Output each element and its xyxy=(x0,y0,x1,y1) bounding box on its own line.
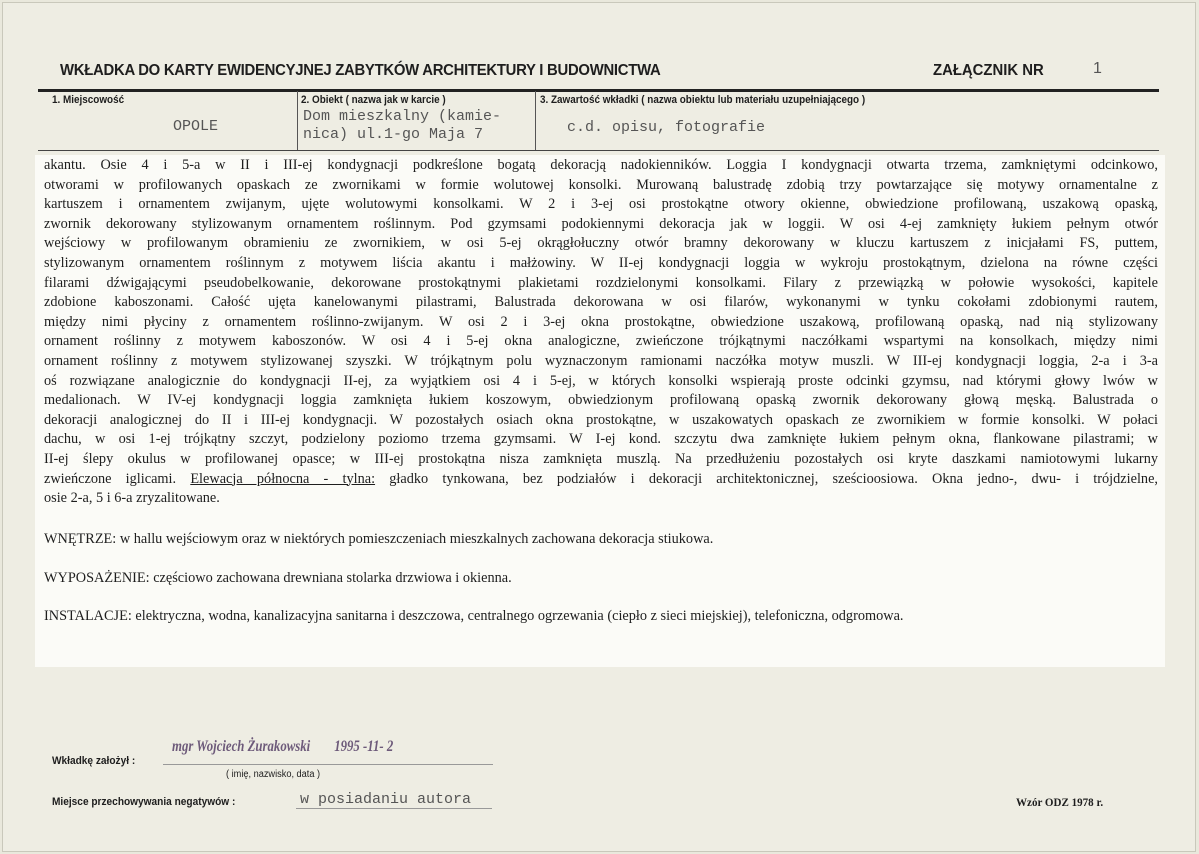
text-line: zwornik dekorowany stylizowanym ornamentem roślinnym. Pod gzymsami podokiennymi dekoracja jak w loggii. W osi 4-ej zamknięty łukiem pełnym otwór xyxy=(44,215,1158,232)
north-elevation-heading: Elewacja północna - tylna: xyxy=(190,470,376,487)
text-line: oś rozwiązane analogicznie do kondygnacji II-ej, za wyjątkiem osi 4 i 5-ej, w których konsolki wspierają proste odcinki gzymsu, nad którymi głowy lwów w xyxy=(44,372,1158,389)
author-hint: ( imię, nazwisko, data ) xyxy=(226,769,321,780)
text-line: między nimi płyciny z ornamentem roślinno-zwijanym. W osi 2 i 3-ej okna prostokątne, obwiedzione uszakową, profilowaną opaską, nad nią stylizowany xyxy=(44,313,1158,330)
text-line: II-ej ślepy okulus w profilowanej opasce; w III-ej prostokątna nisza zamknięta muszlą. Na przedłużeniu pozostałych osi kryte daszkami namiotowymi lukarny xyxy=(44,450,1158,467)
text-line: akantu. Osie 4 i 5-a w II i III-ej kondygnacji podkreślone bogatą dekoracją nadokienników. Loggia I kondygnacji otwarta trzema, zamkniętymi odcinkowo, xyxy=(44,157,1158,173)
installations-section: INSTALACJE: elektryczna, wodna, kanalizacyjna sanitarna i deszczowa, centralnego ogrzewania (ciepło z sieci miejskiej), telefoniczna, odgromowa. xyxy=(44,608,904,624)
form-label: Wzór ODZ 1978 r. xyxy=(1016,795,1104,809)
text-line: medalionach. W IV-ej kondygnacji loggia zamknięta łukiem koszowym, obwiedzionym profilowaną opaską zwornik dekorowany głową męską. Balustrada o xyxy=(44,392,1158,409)
text-line: otworami w profilowanych opaskach ze zwornikami w formie wolutowej konsolki. Murowaną balustradę zdobią trzy powtarzające się motywy ornamentalne z xyxy=(44,176,1158,193)
text-line xyxy=(44,470,1158,490)
negatives-label: Miejsce przechowywania negatywów : xyxy=(52,796,236,808)
text-segment: gładko tynkowana, bez podziałów i dekoracji architektonicznej, sześcioosiowa. Okna jedno-, dwu- i trójdzielne, xyxy=(375,470,1158,487)
furnishings-section: WYPOSAŻENIE: częściowo zachowana drewniana stolarka drzwiowa i okienna. xyxy=(44,570,512,586)
author-name: mgr Wojciech Żurakowski xyxy=(172,738,311,755)
document-title: WKŁADKA DO KARTY EWIDENCYJNEJ ZABYTKÓW ARCHITEKTURY I BUDOWNICTWA xyxy=(60,62,661,79)
annex-label: ZAŁĄCZNIK NR xyxy=(933,62,1044,79)
description-text xyxy=(44,156,1158,509)
text-line: stylizowanym ornamentem roślinnym z motywem liścia akantu i małżowiny. W II-ej kondygnacji loggia w wykroju prostokątnym, dzielona na równe części xyxy=(44,254,1158,271)
signature-line xyxy=(163,764,493,765)
header-rule xyxy=(38,89,1159,92)
text-line: kartuszem i ornamentem zwijanym, ujęte wolutowymi konsolkami. W 2 i 3-ej osi prostokątne otwory okienne, obwiedzione profilowaną, uszakową opaską, xyxy=(44,196,1158,213)
author-stamp xyxy=(172,738,393,756)
content-value: c.d. opisu, fotografie xyxy=(567,119,766,136)
locality-label: 1. Miejscowość xyxy=(52,94,125,106)
column-divider xyxy=(297,91,298,150)
interior-section: WNĘTRZE: w hallu wejściowym oraz w niektórych pomieszczeniach mieszkalnych zachowana dekoracja stiukowa. xyxy=(44,531,714,547)
text-line: osie 2-a, 5 i 6-a zryzalitowane. xyxy=(44,490,220,507)
negatives-line xyxy=(296,808,492,809)
text-line: ornament roślinny z motywem stylizowanej szyszki. W trójkątnym polu wyznaczonym ramionami naczółka motyw muszli. W III-ej kondygnacji loggia, 2-a i 3-a xyxy=(44,352,1158,369)
object-value xyxy=(303,108,501,144)
content-label: 3. Zawartość wkładki ( nazwa obiektu lub materiału uzupełniającego ) xyxy=(540,94,866,106)
object-value-line: Dom mieszkalny (kamie- xyxy=(303,108,502,125)
text-segment: zwieńczone iglicami. xyxy=(44,470,191,487)
object-value-line: nica) ul.1-go Maja 7 xyxy=(303,126,484,143)
text-line: wejściowy w profilowanym obramieniu ze zwornikiem, w osi 5-ej okrągłołuczny otwór bramny dekorowany w kluczu kartuszem z inicjałami FS, puttem, xyxy=(44,235,1158,252)
text-line: ornament roślinny z motywem kaboszonów. W osi 4 i 5-ej okna analogiczne, zwieńczone trójkątnymi naczółkami wspartymi na konsolkach, między nimi xyxy=(44,333,1158,350)
author-date: 1995 -11- 2 xyxy=(334,738,394,755)
object-label: 2. Obiekt ( nazwa jak w karcie ) xyxy=(301,94,446,106)
negatives-value: w posiadaniu autora xyxy=(300,791,472,808)
text-line: dekoracji analogicznej do II i III-ej kondygnacji. W pozostałych osiach okna prostokątne, w uszakowatych opaskach ze zwornikiem w formie konsolki. W połaci xyxy=(44,411,1158,428)
text-line: dachu, w osi 1-ej trójkątny szczyt, podzielony poziomo trzema gzymsami. W I-ej kond. szczytu dwa zamknięte łukiem pełnym okna, flankowane pilastrami; w xyxy=(44,431,1158,448)
text-line: zdobione kaboszonami. Całość ujęta kanelowanymi pilastrami, Balustrada dekorowana w osi filarów, wykonanymi w tynku cokołami zdobionymi rautem, xyxy=(44,294,1158,311)
annex-number: 1 xyxy=(1093,60,1102,77)
locality-value: OPOLE xyxy=(173,118,219,135)
fields-rule xyxy=(38,150,1159,151)
author-label: Wkładkę założył : xyxy=(52,755,136,767)
column-divider xyxy=(535,91,536,150)
text-line: filarami dźwigającymi pseudobelkowanie, dekorowane prostokątnymi plakietami rozdzielonymi konsolkami. Filary z przewiązką w połowie wysokości, kapitele xyxy=(44,274,1158,291)
